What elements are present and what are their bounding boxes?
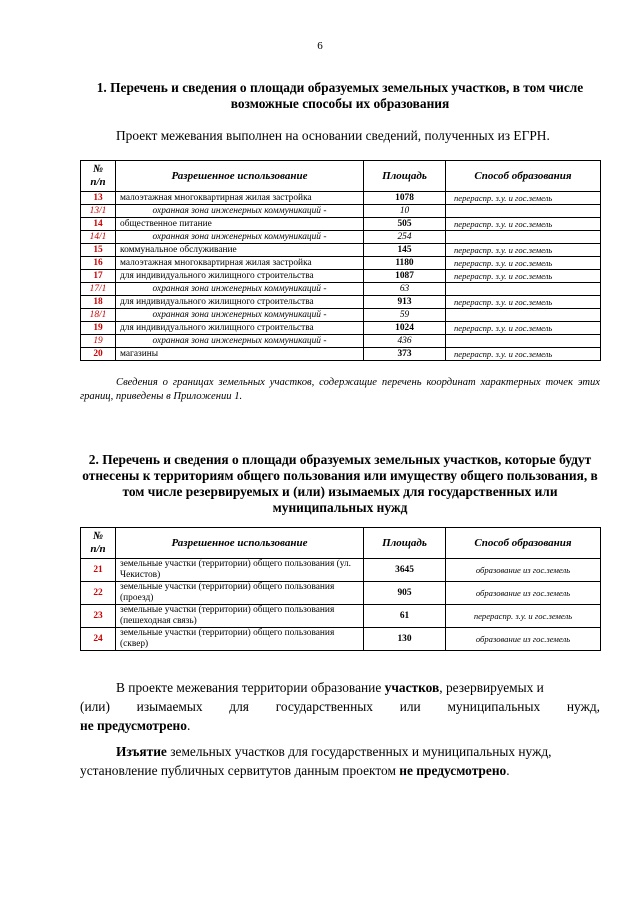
cell-area: 436 [364,335,446,348]
cell-method: перераспр. з.у. и гос.земель [446,296,601,309]
cell-use: малоэтажная многоквартирная жилая застройка [116,257,364,270]
seizure-paragraph: Изъятие земельных участков для государственных и муниципальных нужд, установление публичных сервитутов данным проектом не предусмотрено. [80,744,552,778]
cell-num: 14 [81,218,116,231]
table-row [81,335,601,348]
cell-use: охранная зона инженерных коммуникаций - [116,283,364,296]
cell-method-empty [446,231,601,244]
cell-method: образование из гос.земель [446,559,601,582]
col-num: № п/п [81,528,116,559]
cell-use: охранная зона инженерных коммуникаций - [116,335,364,348]
section1-intro: Проект межевания выполнен на основании сведений, полученных из ЕГРН. [116,128,550,143]
page-number: 6 [317,40,323,52]
cell-area: 63 [364,283,446,296]
cell-method-empty [446,205,601,218]
table-row [81,605,601,628]
cell-num: 19 [81,335,116,348]
cell-use: охранная зона инженерных коммуникаций - [116,205,364,218]
cell-method: перераспр. з.у. и гос.земель [446,348,601,361]
cell-area: 1087 [364,270,446,283]
cell-num: 24 [81,628,116,651]
cell-num: 16 [81,257,116,270]
table-header-row [81,161,601,192]
table-row [81,309,601,322]
cell-method-empty [446,283,601,296]
cell-area: 1024 [364,322,446,335]
cell-area: 10 [364,205,446,218]
cell-num: 19 [81,322,116,335]
cell-num: 20 [81,348,116,361]
cell-method: образование из гос.земель [446,628,601,651]
col-area: Площадь [364,528,446,559]
cell-area: 505 [364,218,446,231]
cell-area: 130 [364,628,446,651]
col-use: Разрешенное использование [116,528,364,559]
cell-use: охранная зона инженерных коммуникаций - [116,309,364,322]
cell-num: 23 [81,605,116,628]
table-header-row [81,528,601,559]
table-row [81,218,601,231]
cell-use: магазины [116,348,364,361]
appendix-note: Сведения о границах земельных участков, содержащие перечень координат характерных точек этих границ, приведены в Приложении 1. [80,377,600,402]
cell-method-empty [446,335,601,348]
table-row [81,296,601,309]
cell-num: 17 [81,270,116,283]
cell-num: 17/1 [81,283,116,296]
cell-num: 13 [81,192,116,205]
cell-method: перераспр. з.у. и гос.земель [446,257,601,270]
cell-use: охранная зона инженерных коммуникаций - [116,231,364,244]
col-area: Площадь [364,161,446,192]
table-public-plots [80,527,601,651]
table-row [81,348,601,361]
cell-method: перераспр. з.у. и гос.земель [446,218,601,231]
table-row [81,231,601,244]
cell-use: земельные участки (территории) общего пользования (пешеходная связь) [116,605,364,628]
table-row [81,283,601,296]
section1-heading: 1. Перечень и сведения о площади образуемых земельных участков, в том числе возможные способы их образования [96,80,584,111]
cell-area: 145 [364,244,446,257]
table-row [81,559,601,582]
table-land-plots [80,160,601,361]
cell-num: 14/1 [81,231,116,244]
cell-method: перераспр. з.у. и гос.земель [446,322,601,335]
cell-use: малоэтажная многоквартирная жилая застройка [116,192,364,205]
section2-heading: 2. Перечень и сведения о площади образуемых земельных участков, которые будут отнесены к территориям общего пользования или имуществу общего пользования, в том числе резервируемых и (или) изымаемых для государственных или муниципальных нужд [82,452,598,515]
cell-area: 254 [364,231,446,244]
cell-num: 15 [81,244,116,257]
cell-area: 59 [364,309,446,322]
cell-use: земельные участки (территории) общего пользования (ул. Чекистов) [116,559,364,582]
cell-use: для индивидуального жилищного строительства [116,296,364,309]
cell-num: 18/1 [81,309,116,322]
table-row [81,257,601,270]
cell-area: 913 [364,296,446,309]
formation-paragraph: В проекте межевания территории образование участков, резервируемых и (или) изымаемых для государственных или муниципальных нужд, не предусмотрено. [80,680,600,733]
cell-num: 21 [81,559,116,582]
cell-use: для индивидуального жилищного строительства [116,270,364,283]
col-use: Разрешенное использование [116,161,364,192]
cell-use: коммунальное обслуживание [116,244,364,257]
table-row [81,205,601,218]
cell-use: земельные участки (территории) общего пользования (проезд) [116,582,364,605]
table-row [81,582,601,605]
cell-method: перераспр. з.у. и гос.земель [446,192,601,205]
cell-num: 22 [81,582,116,605]
col-method: Способ образования [446,161,601,192]
cell-use: земельные участки (территории) общего пользования (сквер) [116,628,364,651]
cell-area: 905 [364,582,446,605]
table-row [81,322,601,335]
cell-num: 18 [81,296,116,309]
cell-method: образование из гос.земель [446,582,601,605]
cell-method-empty [446,309,601,322]
cell-num: 13/1 [81,205,116,218]
cell-area: 1180 [364,257,446,270]
cell-method: перераспр. з.у. и гос.земель [446,605,601,628]
cell-use: общественное питание [116,218,364,231]
col-method: Способ образования [446,528,601,559]
col-num: № п/п [81,161,116,192]
cell-area: 373 [364,348,446,361]
cell-area: 61 [364,605,446,628]
table-row [81,270,601,283]
cell-method: перераспр. з.у. и гос.земель [446,270,601,283]
cell-area: 3645 [364,559,446,582]
table-row [81,244,601,257]
cell-use: для индивидуального жилищного строительства [116,322,364,335]
table-row [81,628,601,651]
cell-area: 1078 [364,192,446,205]
cell-method: перераспр. з.у. и гос.земель [446,244,601,257]
table-row [81,192,601,205]
